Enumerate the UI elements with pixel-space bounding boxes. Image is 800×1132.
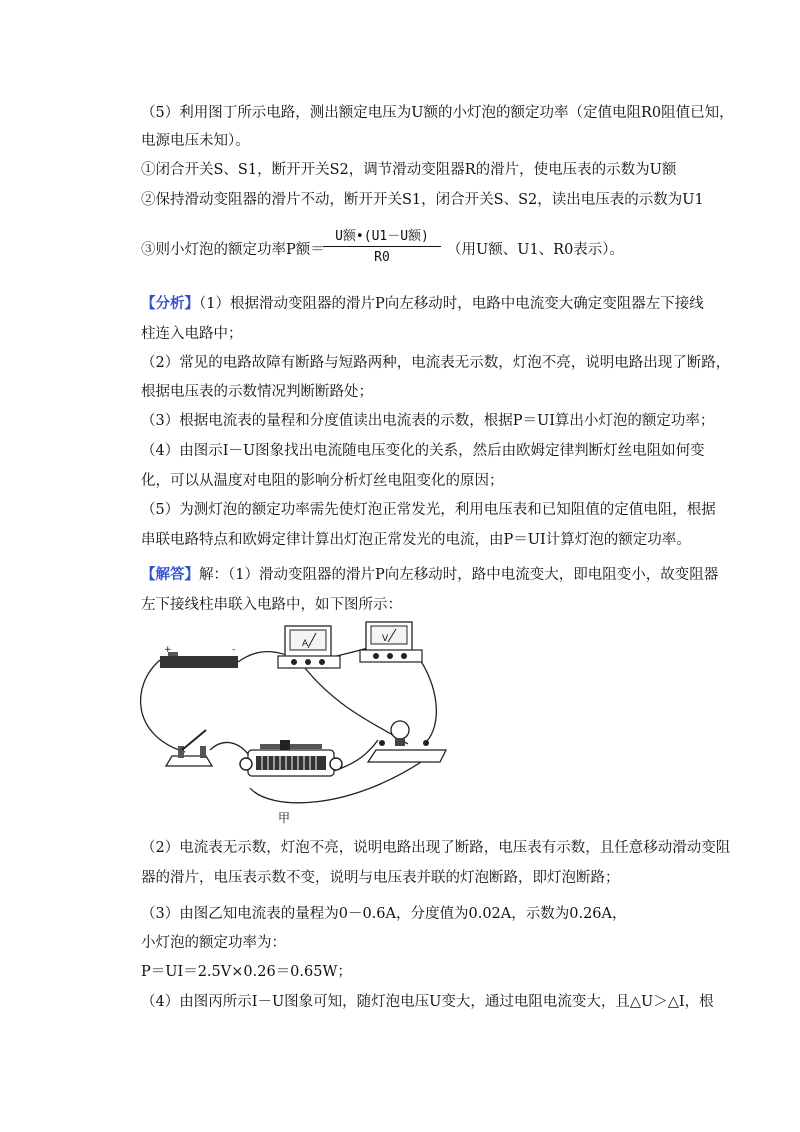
analysis-p4-line1: （4）由图示I－U图象找出电流随电压变化的关系，然后由欧姆定律判断灯丝电阻如何变 xyxy=(141,443,705,459)
answer-p3-line3: P＝UI＝2.5V×0.26＝0.65W； xyxy=(141,964,352,980)
circuit-diagram xyxy=(130,616,460,828)
svg-text:+: + xyxy=(164,645,172,655)
analysis-p2-line1: （2）常见的电路故障有断路与短路两种，电流表无示数，灯泡不亮，说明电路出现了断路， xyxy=(141,355,731,371)
power-formula xyxy=(323,226,441,269)
svg-text:-: - xyxy=(232,645,236,655)
analysis-tag: 【分析】 xyxy=(141,295,199,312)
voltmeter-label: V xyxy=(382,634,389,644)
answer-p2-line1: （2）电流表无示数，灯泡不亮，说明电路出现了断路，电压表有示数，且任意移动滑动变阻 xyxy=(141,840,731,856)
answer-p3-line2: 小灯泡的额定功率为： xyxy=(141,935,286,951)
q5-intro-line2: 电源电压未知）。 xyxy=(141,133,250,149)
wire-battery-switch xyxy=(141,660,185,752)
ammeter-label: A xyxy=(302,639,309,649)
analysis-p2-line2: 根据电压表的示数情况判断断路处； xyxy=(141,384,373,400)
formula-numerator: U额•(U1－U额) xyxy=(323,226,441,247)
q5-step2: ②保持滑动变阻器的滑片不动，断开开关S1，闭合开关S、S2，读出电压表的示数为U1 xyxy=(141,192,704,208)
q5-step3-suffix: （用U额、U1、R0表示）。 xyxy=(447,242,625,258)
q5-intro-line1: （5）利用图丁所示电路，测出额定电压为U额的小灯泡的额定功率（定值电阻R0阻值已知， xyxy=(141,105,734,121)
analysis-p5-line1: （5）为测灯泡的额定功率需先使灯泡正常发光，利用电压表和已知阻值的定值电阻，根据 xyxy=(141,502,716,518)
q5-step3-prefix: ③则小灯泡的额定功率P额＝ xyxy=(141,242,325,258)
analysis-p4-line2: 化，可以从温度对电阻的影响分析灯丝电阻变化的原因； xyxy=(141,473,504,489)
answer-p2-line2: 器的滑片，电压表示数不变，说明与电压表并联的灯泡断路，即灯泡断路； xyxy=(141,870,620,886)
rheostat xyxy=(240,740,342,776)
answer-p1-text: 解：（1）滑动变阻器的滑片P向左移动时，路中电流变大，即电阻变小，故变阻器 xyxy=(199,567,719,583)
answer-p1-line2: 左下接线柱串联入电路中，如下图所示： xyxy=(141,597,402,613)
analysis-p1-text: （1）根据滑动变阻器的滑片P向左移动时，电路中电流变大确定变阻器左下接线 xyxy=(199,296,704,312)
wire-switch-rheostat xyxy=(210,742,248,754)
analysis-p1-line1 xyxy=(141,294,704,314)
voltmeter xyxy=(360,622,422,662)
q5-step1: ①闭合开关S、S1，断开开关S2，调节滑动变阻器R的滑片，使电压表的示数为U额 xyxy=(141,162,677,178)
answer-tag: 【解答】 xyxy=(141,566,199,583)
figure-caption: 甲 xyxy=(278,811,291,825)
answer-p3-line1: （3）由图乙知电流表的量程为0－0.6A，分度值为0.02A，示数为0.26A， xyxy=(141,906,627,922)
analysis-p1-line2: 柱连入电路中； xyxy=(141,326,243,342)
answer-p1-line1 xyxy=(141,565,718,585)
analysis-p3: （3）根据电流表的量程和分度值读出电流表的示数，根据P＝UI算出小灯泡的额定功率； xyxy=(141,413,715,429)
ammeter xyxy=(278,626,340,668)
formula-denominator: R0 xyxy=(374,250,390,265)
battery xyxy=(160,645,238,668)
answer-p4-line1: （4）由图丙所示I－U图象可知，随灯泡电压U变大，通过电阻电流变大，且△U＞△I，根 xyxy=(141,994,714,1010)
wire-voltmeter-lamp xyxy=(416,654,436,742)
analysis-p5-line2: 串联电路特点和欧姆定律计算出灯泡正常发光的电流，由P＝UI计算灯泡的额定功率。 xyxy=(141,532,691,548)
